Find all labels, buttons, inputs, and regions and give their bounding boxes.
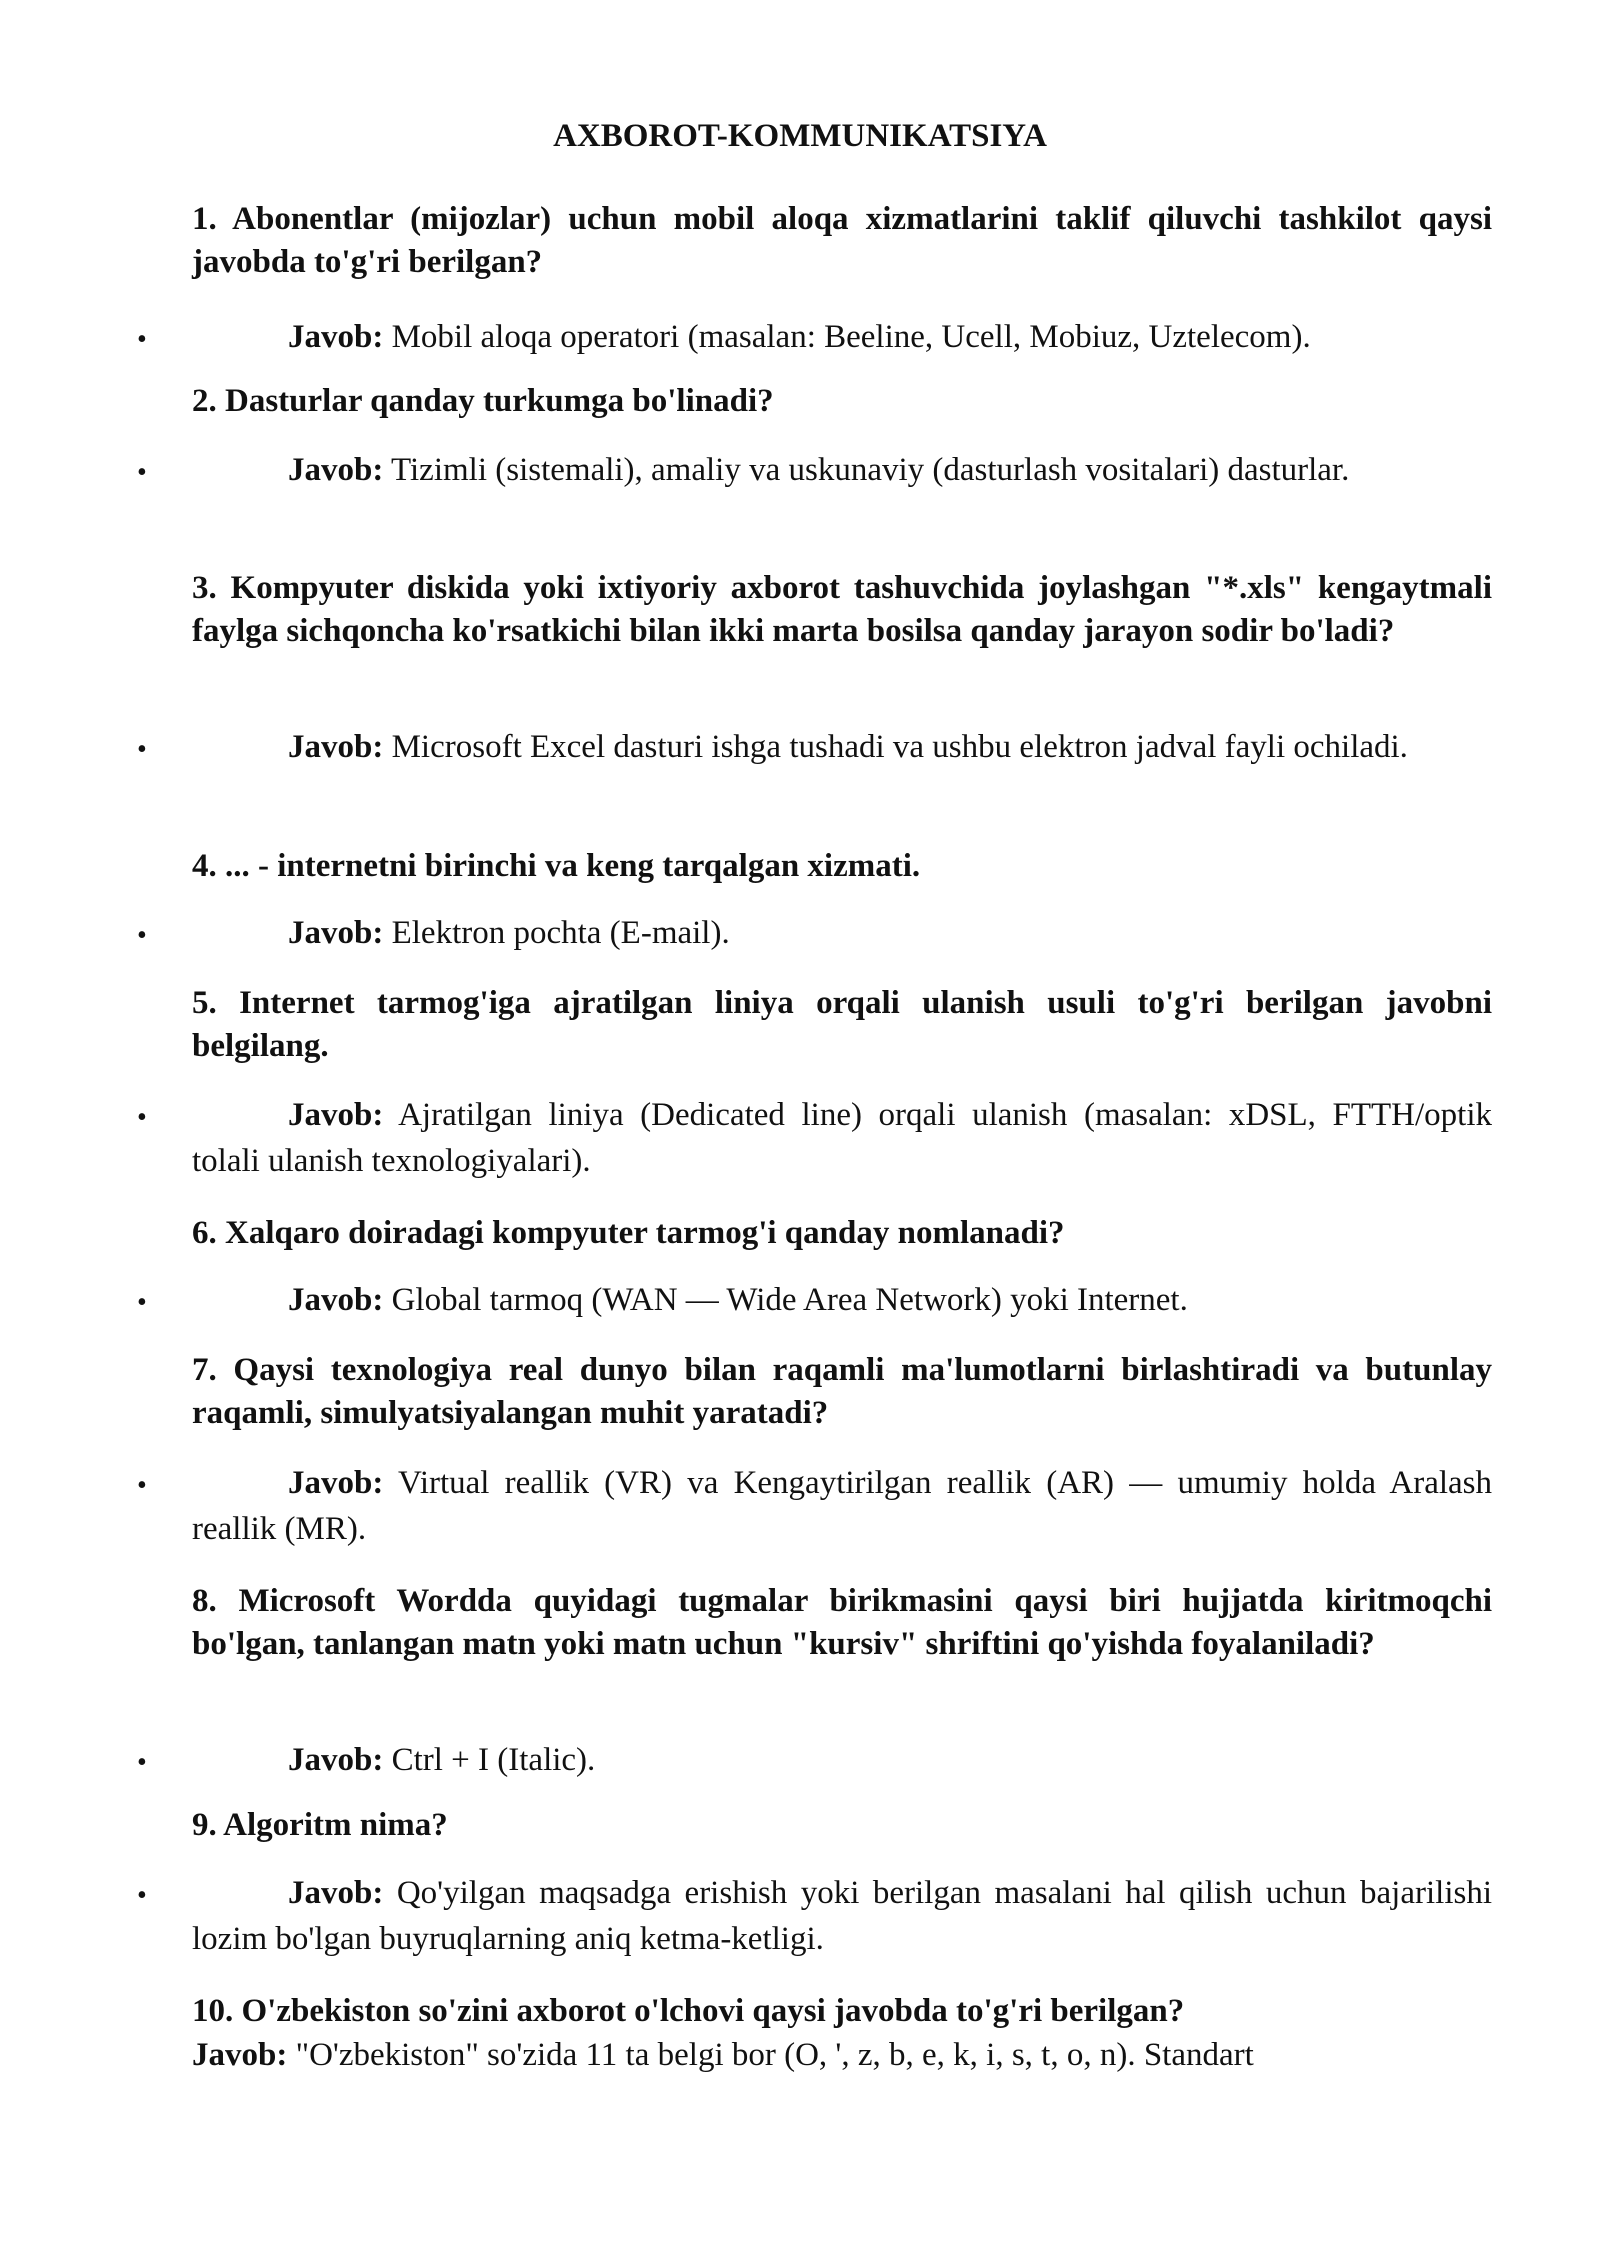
- question-2: 2. Dasturlar qanday turkumga bo'linadi?: [192, 383, 774, 419]
- answer-4: [192, 910, 1492, 956]
- bullet-8: •: [137, 1747, 147, 1778]
- answer-label: Javob:: [288, 1742, 384, 1778]
- answer-label: Javob:: [288, 319, 384, 355]
- question-1: 1. Abonentlar (mijozlar) uchun mobil aloqa xizmatlarini taklif qiluvchi tashkilot qaysi javobda to'g'ri berilgan?: [192, 201, 1492, 280]
- bullet-9: •: [137, 1880, 147, 1911]
- answer-text: Microsoft Excel dasturi ishga tushadi va ushbu elektron jadval fayli ochiladi.: [391, 729, 1408, 765]
- answer-text: Ajratilgan liniya (Dedicated line) orqali ulanish (masalan: xDSL, FTTH/optik tolali ulanish texnologiyalari).: [192, 1097, 1492, 1179]
- bullet-3: •: [137, 734, 147, 765]
- answer-label: Javob:: [288, 1465, 384, 1501]
- bullet-5: •: [137, 1102, 147, 1133]
- bullet-7: •: [137, 1470, 147, 1501]
- question-9: 9. Algoritm nima?: [192, 1807, 448, 1843]
- answer-5: [192, 1092, 1492, 1184]
- answer-2: [192, 447, 1492, 493]
- answer-text: Ctrl + I (Italic).: [391, 1742, 596, 1778]
- answer-text: Virtual reallik (VR) va Kengaytirilgan reallik (AR) — umumiy holda Aralash reallik (MR).: [192, 1465, 1493, 1547]
- answer-text: Qo'yilgan maqsadga erishish yoki berilgan masalani hal qilish uchun bajarilishi lozim bo'lgan buyruqlarning aniq ketma-ketligi.: [192, 1875, 1492, 1957]
- question-6: 6. Xalqaro doiradagi kompyuter tarmog'i qanday nomlanadi?: [192, 1215, 1065, 1251]
- question-10: 10. O'zbekiston so'zini axborot o'lchovi qaysi javobda to'g'ri berilgan?: [192, 1993, 1185, 2029]
- answer-label: Javob:: [288, 452, 384, 488]
- answer-label: Javob:: [288, 1097, 384, 1133]
- question-5: 5. Internet tarmog'iga ajratilgan liniya orqali ulanish usuli to'g'ri berilgan javobni belgilang.: [192, 985, 1492, 1064]
- answer-10: [192, 2034, 1492, 2077]
- answer-8: [192, 1737, 1492, 1783]
- answer-label: Javob:: [288, 1282, 384, 1318]
- question-8: 8. Microsoft Wordda quyidagi tugmalar birikmasini qaysi biri hujjatda kiritmoqchi bo'lgan, tanlangan matn yoki matn uchun "kursiv" shriftini qo'yishda foyalaniladi?: [192, 1583, 1492, 1662]
- answer-6: [192, 1277, 1492, 1323]
- answer-1: [192, 314, 1492, 360]
- answer-7: [192, 1460, 1492, 1552]
- bullet-4: •: [137, 920, 147, 951]
- page-title: AXBOROT-KOMMUNIKATSIYA: [553, 118, 1047, 154]
- bullet-6: •: [137, 1287, 147, 1318]
- question-3: 3. Kompyuter diskida yoki ixtiyoriy axborot tashuvchida joylashgan "*.xls" kengaytmali faylga sichqoncha ko'rsatkichi bilan ikki marta bosilsa qanday jarayon sodir bo'ladi?: [192, 570, 1492, 649]
- question-7: 7. Qaysi texnologiya real dunyo bilan raqamli ma'lumotlarni birlashtiradi va butunlay raqamli, simulyatsiyalangan muhit yaratadi?: [192, 1352, 1492, 1431]
- answer-label: Javob:: [288, 915, 384, 951]
- answer-label: Javob:: [288, 729, 384, 765]
- answer-9: [192, 1870, 1492, 1962]
- question-4: 4. ... - internetni birinchi va keng tarqalgan xizmati.: [192, 848, 921, 884]
- answer-text: Tizimli (sistemali), amaliy va uskunaviy (dasturlash vositalari) dasturlar.: [391, 452, 1350, 488]
- answer-text: "O'zbekiston" so'zida 11 ta belgi bor (O, ', z, b, e, k, i, s, t, o, n). Standart: [295, 2037, 1254, 2073]
- answer-text: Mobil aloqa operatori (masalan: Beeline, Ucell, Mobiuz, Uztelecom).: [391, 319, 1311, 355]
- answer-label: Javob:: [192, 2037, 288, 2073]
- answer-text: Global tarmoq (WAN — Wide Area Network) yoki Internet.: [391, 1282, 1188, 1318]
- bullet-2: •: [137, 457, 147, 488]
- bullet-1: •: [137, 324, 147, 355]
- answer-text: Elektron pochta (E-mail).: [391, 915, 730, 951]
- answer-3: [192, 724, 1492, 770]
- answer-label: Javob:: [288, 1875, 384, 1911]
